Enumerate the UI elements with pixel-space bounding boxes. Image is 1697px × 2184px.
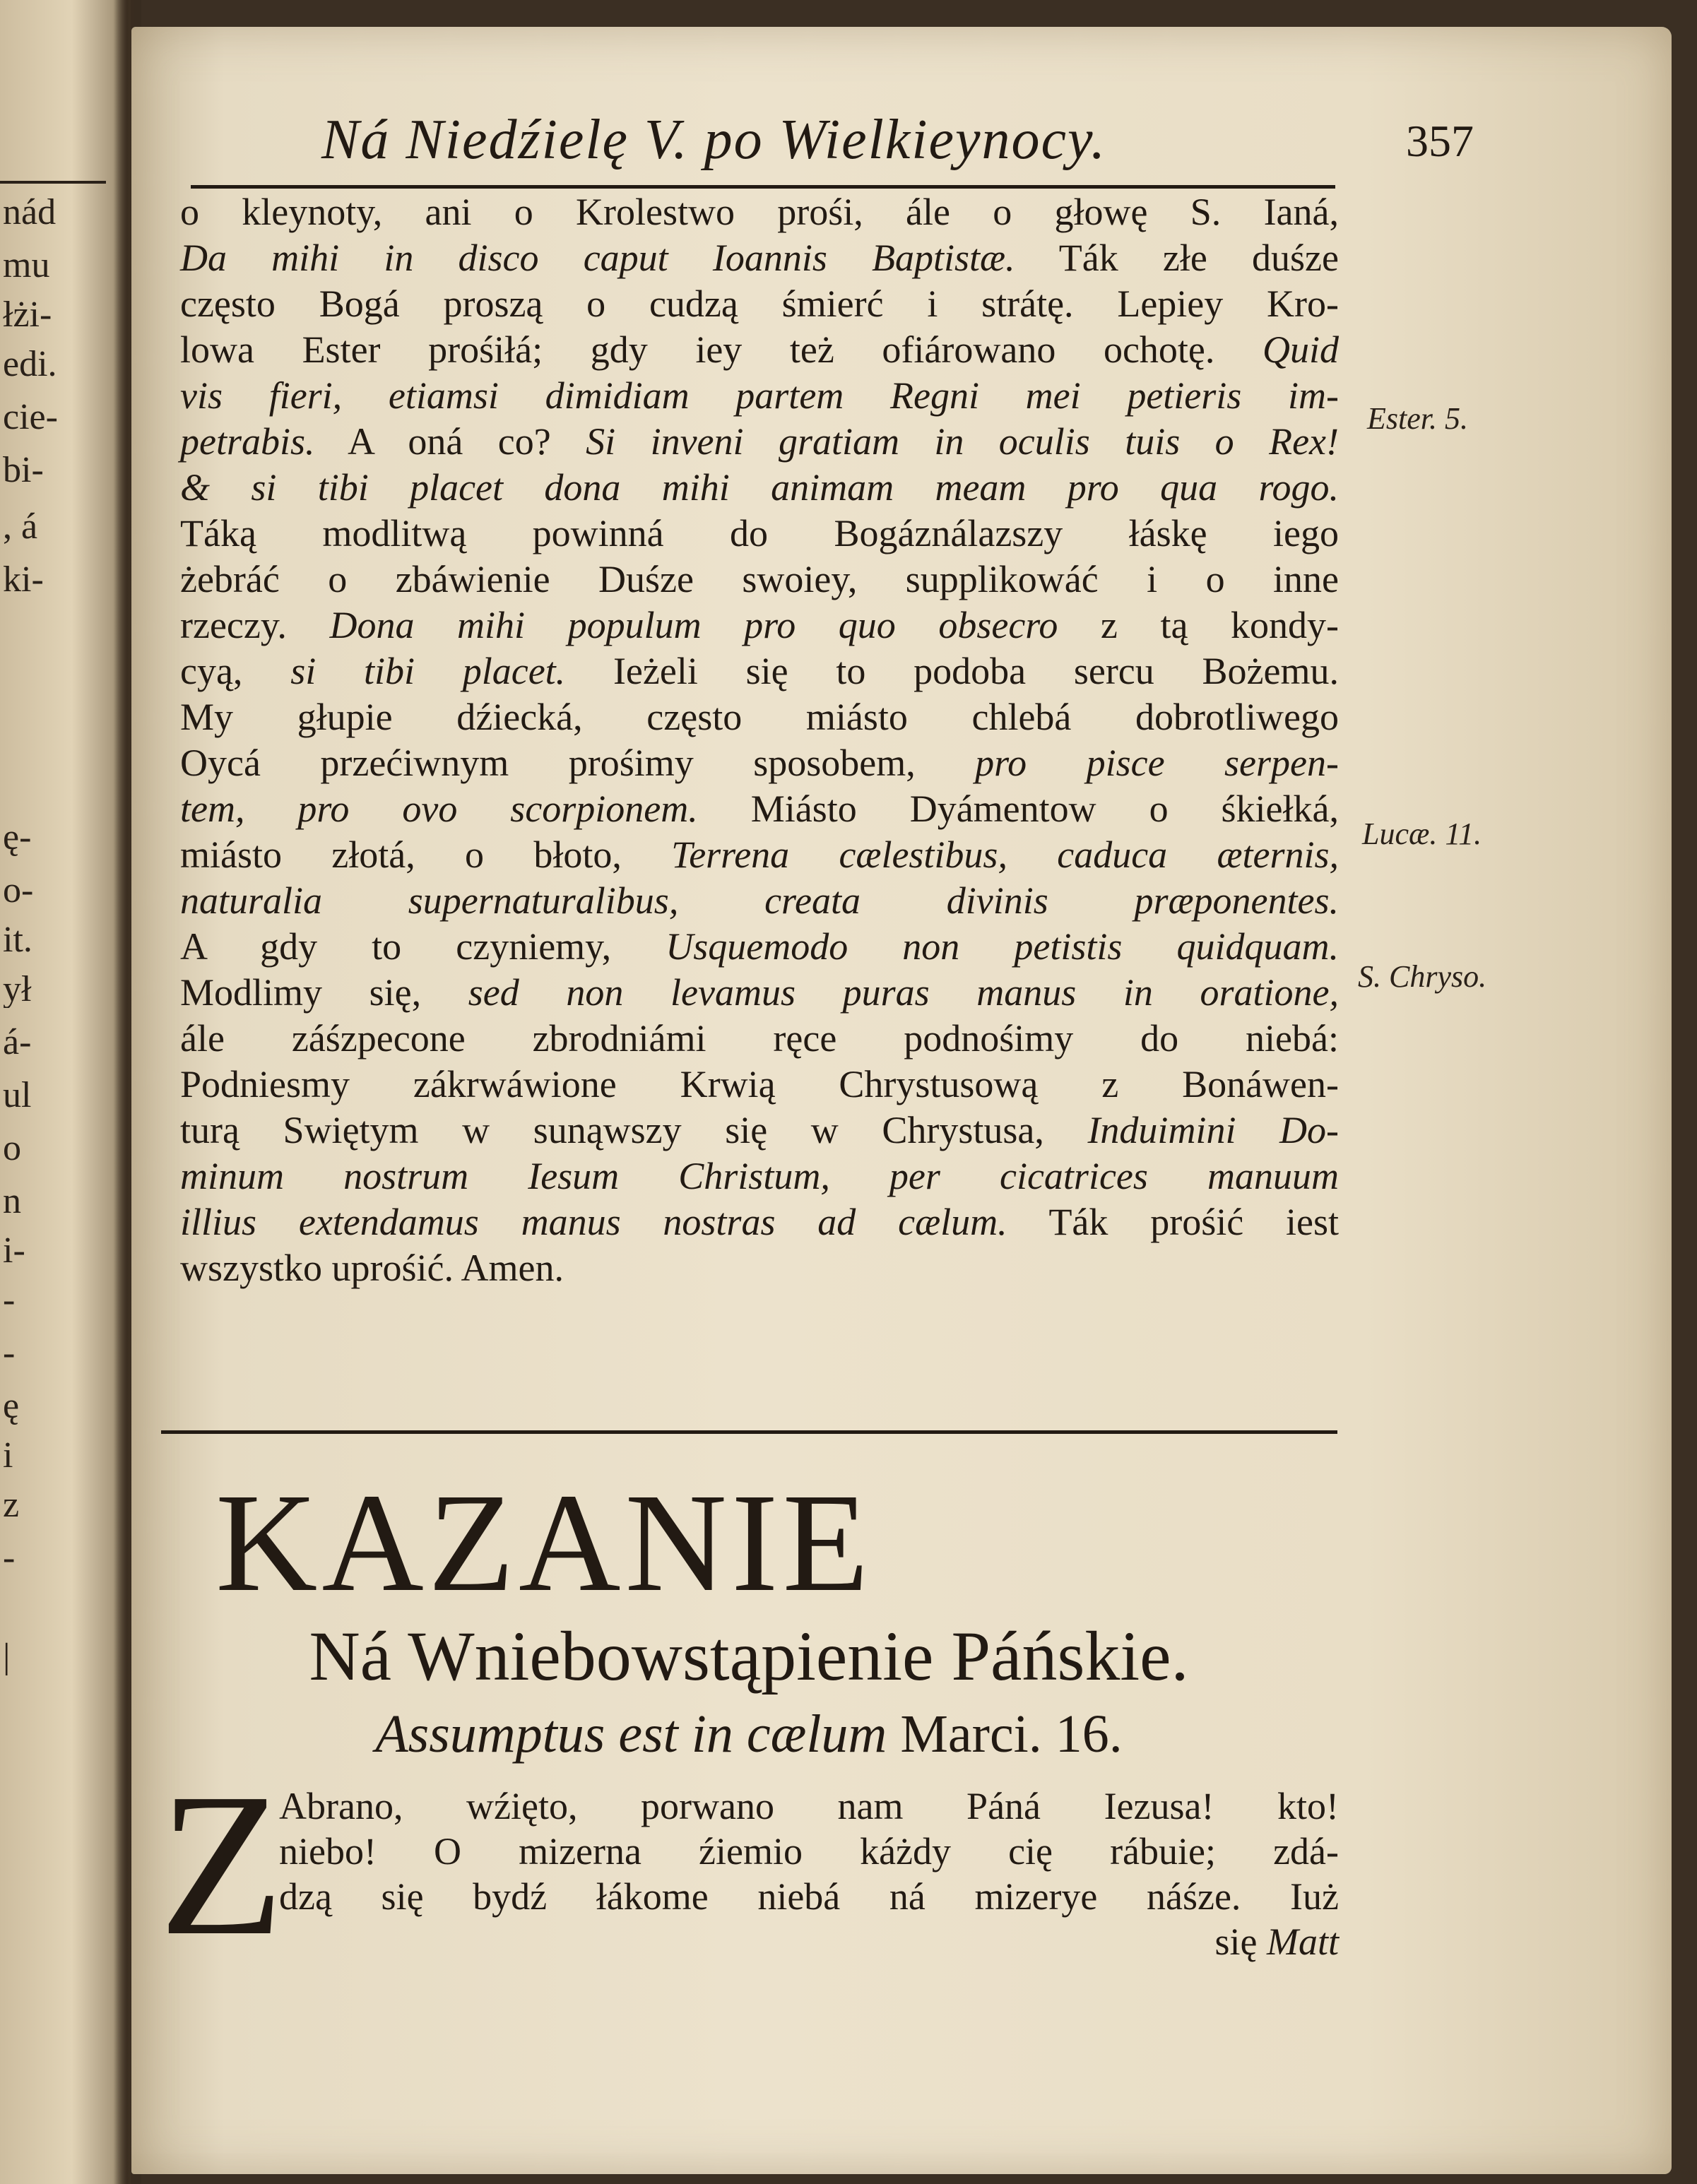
text-line (180, 1108, 1339, 1153)
text-line (279, 1829, 1339, 1874)
latin-text: petrabis. (180, 420, 315, 463)
polish-text: cyą, (180, 650, 243, 692)
text-line (180, 1245, 1339, 1291)
text-line (180, 786, 1339, 832)
polish-text: ále záśzpecone zbrodniámi ręce podnośimy do niebá: (180, 1017, 1339, 1060)
facing-page-fragment: ki- (3, 562, 44, 598)
facing-page-fragment: ę (3, 1388, 20, 1425)
text-line (180, 1153, 1339, 1199)
polish-text: Abrano, wźięto, porwano nam Páná Iezusa! kto! (279, 1785, 1339, 1827)
epigraph-latin: Assumptus est in cælum (375, 1704, 887, 1764)
polish-text: żebráć o zbáwienie Duśze swoiey, supplikowáć i o inne (180, 558, 1339, 600)
polish-text: Ieżeli się to podoba sercu Bożemu. (565, 650, 1339, 692)
facing-page-fragment: á- (3, 1024, 32, 1061)
facing-page-fragment: i- (3, 1233, 25, 1269)
polish-text: turą Swiętym w sunąwszy się w Chrystusa, (180, 1109, 1044, 1151)
latin-text: Terrena cælestibus, caduca æternis, (621, 833, 1339, 876)
text-line (279, 1874, 1339, 1919)
polish-text: o kleynoty, ani o Krolestwo prośi, ále o głowę S. Ianá, (180, 191, 1339, 233)
facing-page-rule (0, 181, 106, 184)
text-line (180, 1016, 1339, 1062)
latin-text: Da mihi in disco caput Ioannis Baptistæ. (180, 237, 1015, 279)
polish-text: Oycá przećiwnym prośimy sposobem, (180, 742, 916, 784)
polish-text: często Bogá proszą o cudzą śmierć i strátę. Lepiey Kro- (180, 283, 1339, 325)
text-line (180, 832, 1339, 878)
latin-text: sed non levamus puras manus in oratione, (421, 971, 1339, 1014)
facing-page-fragment: bi- (3, 452, 44, 489)
facing-page-fragment: z (3, 1487, 20, 1524)
text-line (180, 878, 1339, 924)
latin-text: Quid (1214, 328, 1339, 371)
text-line (180, 281, 1339, 327)
polish-text: wszystko uprośić. Amen. (180, 1247, 564, 1289)
body-text (180, 189, 1339, 1291)
polish-text: My głupie dźiecká, często miásto chlebá dobrotliwego (180, 696, 1339, 738)
polish-text: Miásto Dyámentow o śkiełká, (697, 788, 1339, 830)
facing-page-fragment: - (3, 1540, 16, 1577)
polish-text: lowa Ester prośiłá; gdy iey też ofiárowano ochotę. (180, 328, 1215, 371)
text-line (180, 465, 1339, 511)
drop-cap: Z (159, 1751, 285, 1978)
facing-page-fragment: it. (3, 922, 32, 959)
latin-text: tem, pro ovo scorpionem. (180, 788, 698, 830)
text-line (180, 1199, 1339, 1245)
text-line (180, 603, 1339, 648)
facing-page-fragment: | (3, 1639, 11, 1675)
text-line (180, 970, 1339, 1016)
latin-text: si tibi placet. (242, 650, 566, 692)
polish-text: Podniesmy zákrwáwione Krwią Chrystusową z Bonáwen- (180, 1063, 1339, 1105)
latin-text: pro pisce serpen- (915, 742, 1339, 784)
epigraph-reference: Marci. 16. (900, 1704, 1123, 1764)
text-line (279, 1919, 1339, 1964)
polish-text: niebo! O mizerna źiemio káżdy cię rábuie; zdá- (279, 1830, 1339, 1873)
facing-page-fragment: cie- (3, 399, 58, 436)
text-line (279, 1784, 1339, 1829)
margin-note-chryso: S. Chryso. (1358, 959, 1487, 994)
facing-page-fragment: i (3, 1437, 13, 1474)
latin-text: Si inveni gratiam in oculis tuis o Rex! (550, 420, 1339, 463)
text-line (180, 235, 1339, 281)
latin-text: vis fieri, etiamsi dimidiam partem Regni mei petieris im- (180, 374, 1339, 417)
polish-text: Modlimy się, (180, 971, 422, 1014)
sermon-title: KAZANIE (215, 1465, 873, 1621)
running-head: Ná Niedźielę V. po Wielkieynocy. (321, 109, 1107, 171)
polish-text: się (1214, 1921, 1258, 1963)
text-line (180, 924, 1339, 970)
text-line (180, 557, 1339, 603)
facing-page-fragment: , á (3, 509, 38, 545)
polish-text: z tą kondy- (1058, 604, 1339, 646)
facing-page-fragment: - (3, 1282, 16, 1319)
polish-text: Ták prośić iest (1007, 1201, 1339, 1243)
facing-page-fragment: - (3, 1335, 16, 1372)
latin-text: naturalia supernaturalibus, creata divinis præponentes. (180, 879, 1339, 922)
polish-text: dzą się bydź łákome niebá ná mizerye náśze. Iuż (279, 1875, 1339, 1918)
text-line (180, 327, 1339, 373)
facing-page-fragment: ę- (3, 819, 32, 856)
facing-page-fragment: o- (3, 872, 34, 909)
facing-page-fragment: edi. (3, 346, 57, 383)
facing-page-fragment: mu (3, 247, 50, 284)
section-rule (161, 1430, 1337, 1434)
latin-text: Matt (1257, 1921, 1339, 1963)
facing-page-fragment: o (3, 1130, 21, 1167)
latin-text: minum nostrum Iesum Christum, per cicatrices manuum (180, 1155, 1339, 1197)
text-line (180, 648, 1339, 694)
epigraph (184, 1699, 1314, 1769)
latin-text: Dona mihi populum pro quo obsecro (286, 604, 1058, 646)
sermon-opening-text (279, 1784, 1339, 1964)
header-rule (191, 185, 1335, 189)
latin-text: illius extendamus manus nostras ad cælum. (180, 1201, 1007, 1243)
polish-text: A oná co? (314, 420, 551, 463)
facing-page-fragment: n (3, 1183, 21, 1220)
margin-note-luca: Lucæ. 11. (1362, 817, 1482, 851)
text-line (180, 1062, 1339, 1108)
latin-text: Usquemodo non petistis quidquam. (611, 925, 1339, 968)
facing-page-fragment: łżi- (3, 297, 52, 333)
page-number: 357 (1406, 116, 1474, 166)
text-line (180, 419, 1339, 465)
polish-text: Táką modlitwą powinná do Bogáználazszy łáskę iego (180, 512, 1339, 554)
polish-text: rzeczy. (180, 604, 287, 646)
latin-text: Induimini Do- (1043, 1109, 1339, 1151)
text-line (180, 694, 1339, 740)
text-line (180, 189, 1339, 235)
facing-page-fragment: ul (3, 1077, 32, 1114)
polish-text: miásto złotá, o błoto, (180, 833, 622, 876)
facing-page-fragment: ył (3, 971, 32, 1008)
margin-note-ester: Ester. 5. (1367, 401, 1468, 436)
text-line (180, 740, 1339, 786)
text-line (180, 511, 1339, 557)
latin-text: & si tibi placet dona mihi animam meam pro qua rogo. (180, 466, 1339, 509)
sermon-subtitle: Ná Wniebowstąpienie Páńskie. (309, 1617, 1189, 1695)
polish-text: Ták złe duśze (1015, 237, 1339, 279)
facing-page-fragment: nád (3, 194, 57, 231)
text-line (180, 373, 1339, 419)
polish-text: A gdy to czyniemy, (180, 925, 612, 968)
